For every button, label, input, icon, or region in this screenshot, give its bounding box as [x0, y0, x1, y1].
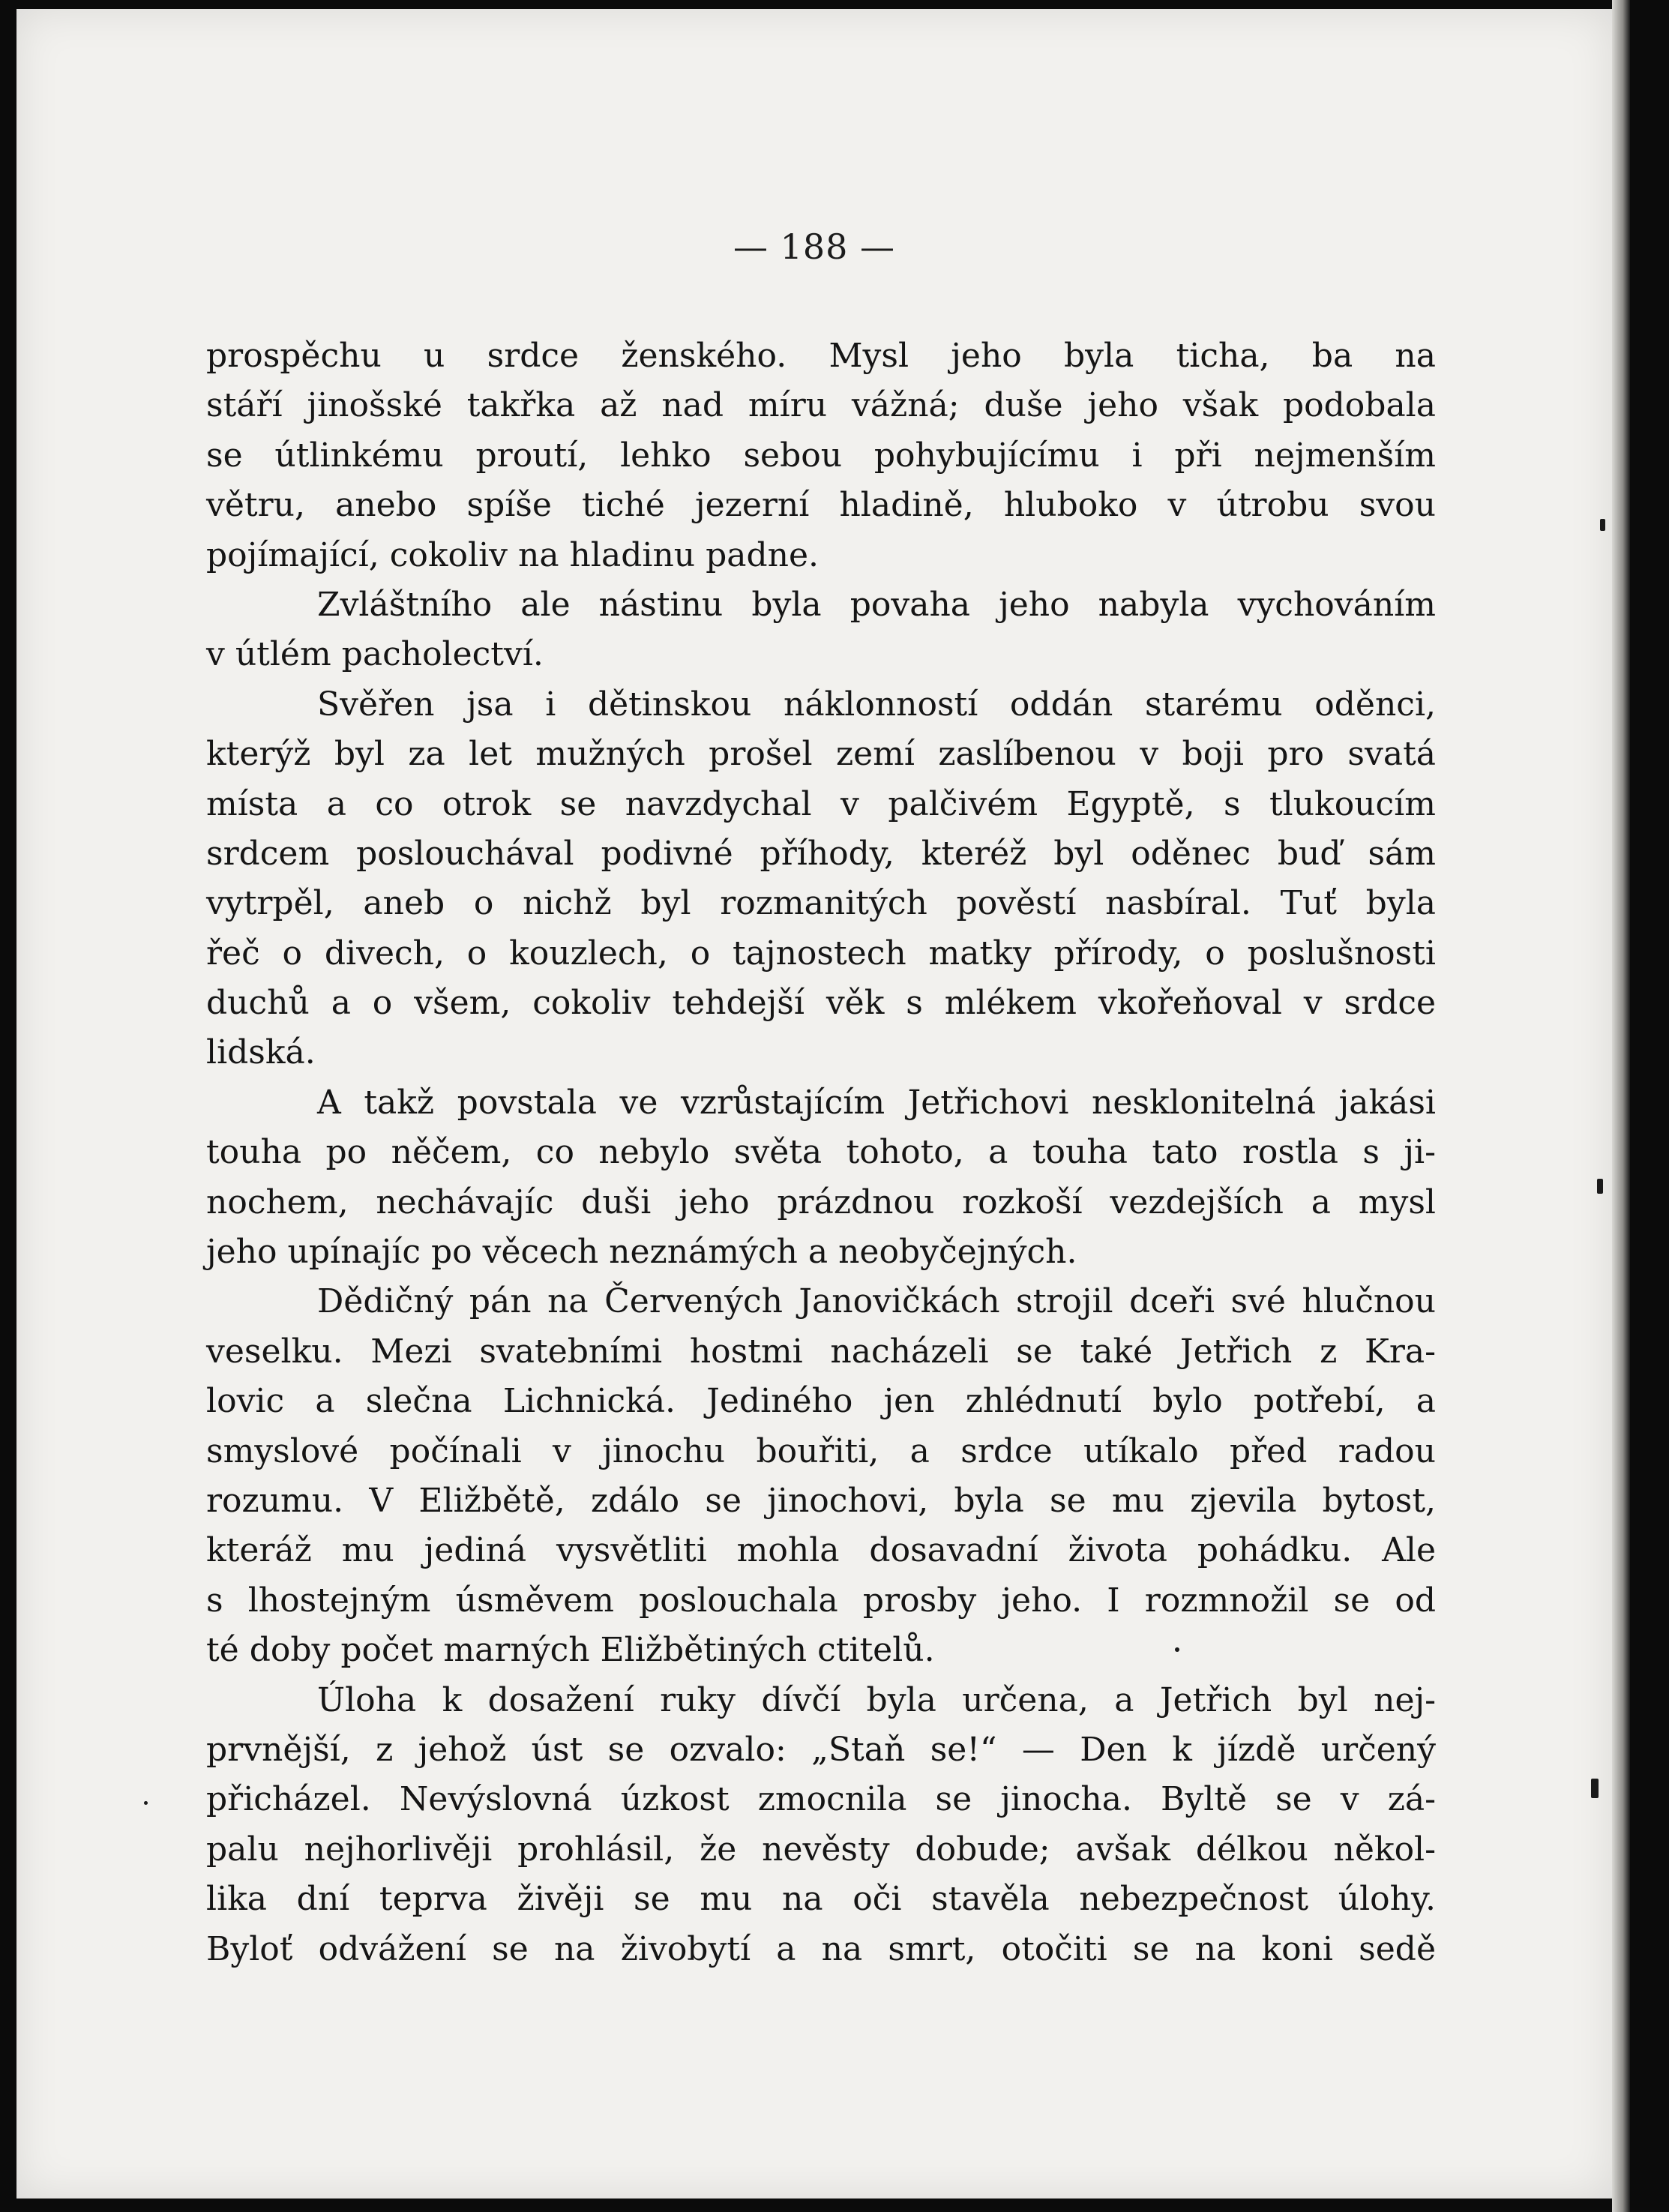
text-line: A takž povstala ve vzrůstajícím Jetřichovi nesklonitelná jakási [317, 1083, 1436, 1122]
text-line: jeho upínajíc po věcech neznámých a neobyčejných. [206, 1233, 1077, 1272]
body-text [206, 331, 1436, 1974]
text-line: smyslové počínali v jinochu bouřiti, a srdce utíkalo před radou [206, 1431, 1436, 1470]
text-line: pojímající, cokoliv na hladinu padne. [206, 535, 820, 574]
text-line: Zvláštního ale nástinu byla povaha jeho nabyla vychováním [317, 585, 1436, 624]
scan-speck [1175, 1647, 1179, 1652]
text-line: Svěřen jsa i dětinskou náklonností oddán starému oděnci, [317, 685, 1436, 724]
text-line: rozumu. V Eližbětě, zdálo se jinochovi, byla se mu zjevila bytost, [206, 1481, 1436, 1520]
page-number: — 188 — [733, 226, 896, 267]
text-line: řeč o divech, o kouzlech, o tajnostech matky přírody, o poslušnosti [206, 934, 1436, 973]
text-line: Úloha k dosažení ruky dívčí byla určena, a Jetřich byl nej- [317, 1680, 1436, 1719]
text-line: srdcem poslouchával podivné příhody, kteréž byl oděnec buď sám [206, 834, 1436, 873]
text-line: prvnější, z jehož úst se ozvalo: „Staň se!“ — Den k jízdě určený [206, 1730, 1436, 1769]
scan-speck [1600, 519, 1605, 531]
text-line: té doby počet marných Eližbětiných ctitelů. [206, 1631, 935, 1670]
text-line: místa a co otrok se navzdychal v palčivém Egyptě, s tlukoucím [206, 784, 1436, 823]
text-line: lidská. [206, 1033, 316, 1072]
text-line: kteráž mu jediná vysvětliti mohla dosavadní života pohádku. Ale [206, 1531, 1436, 1570]
text-line: veselku. Mezi svatebními hostmi nacházeli se také Jetřich z Kra- [206, 1332, 1436, 1371]
text-line: touha po něčem, co nebylo světa tohoto, a touha tato rostla s ji- [206, 1133, 1436, 1172]
text-line: v útlém pacholectví. [206, 635, 544, 674]
text-line: Dědičný pán na Červených Janovičkách strojil dceři své hlučnou [317, 1282, 1436, 1321]
text-line: s lhostejným úsměvem poslouchala prosby jeho. I rozmnožil se od [206, 1581, 1436, 1620]
text-line: kterýž byl za let mužných prošel zemí zaslíbenou v boji pro svatá [206, 735, 1436, 774]
text-line: nochem, nechávajíc duši jeho prázdnou rozkoší vezdejších a mysl [206, 1182, 1436, 1221]
text-line: se útlinkému proutí, lehko sebou pohybujícímu i při nejmenším [206, 436, 1436, 475]
text-line: lika dní teprva živěji se mu na oči stavěla nebezpečnost úlohy. [206, 1880, 1436, 1919]
text-line: větru, anebo spíše tiché jezerní hladině, hluboko v útrobu svou [206, 486, 1436, 525]
scan-speck [1591, 1779, 1599, 1798]
text-line: vytrpěl, aneb o nichž byl rozmanitých pověstí nasbíral. Tuť byla [206, 884, 1436, 923]
text-line: Byloť odvážení se na živobytí a na smrt, otočiti se na koni sedě [206, 1929, 1436, 1968]
text-line: lovic a slečna Lichnická. Jediného jen zhlédnutí bylo potřebí, a [206, 1382, 1436, 1421]
scan-speck [1597, 1179, 1603, 1194]
scan-speck [144, 1801, 148, 1805]
text-line: prospěchu u srdce ženského. Mysl jeho byla ticha, ba na [206, 337, 1436, 375]
text-line: palu nejhorlivěji prohlásil, že nevěsty dobude; avšak délkou někol- [206, 1830, 1436, 1869]
text-line: přicházel. Nevýslovná úzkost zmocnila se jinocha. Byltě se v zá- [206, 1780, 1436, 1819]
text-line: duchů a o všem, cokoliv tehdejší věk s mlékem vkořeňoval v srdce [206, 984, 1436, 1023]
book-page [16, 9, 1612, 2199]
text-line: stáří jinošské takřka až nad míru vážná; duše jeho však podobala [206, 386, 1436, 425]
page-edge-shadow [1612, 0, 1630, 2212]
